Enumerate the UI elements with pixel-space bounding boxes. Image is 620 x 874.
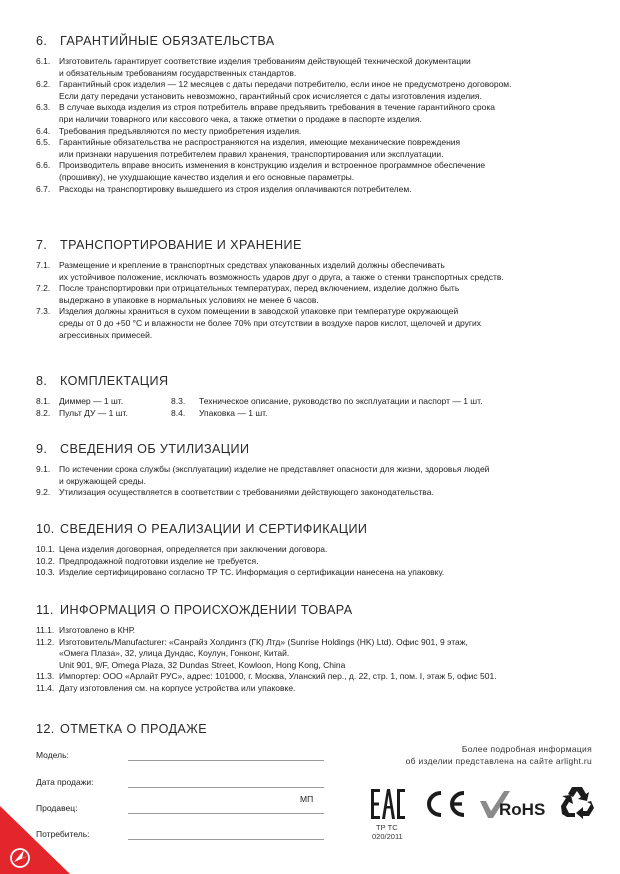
kit-column-left (36, 396, 171, 419)
item-text (59, 56, 592, 79)
item-line: Предпродажной подготовки изделие не требуется. (59, 555, 259, 566)
item-line: Изделие сертифицировано согласно ТР ТС. Информация о сертификации нанесена на упаковку. (59, 567, 445, 578)
item-number: 6.4. (36, 125, 51, 136)
list-item: 8.4. Упаковка — 1 шт. (171, 407, 268, 418)
kit-columns (36, 396, 592, 419)
item-text (59, 260, 592, 283)
item-list (36, 544, 592, 579)
kit-column-right (171, 396, 592, 419)
model-label: Модель: (36, 750, 69, 760)
seller-line[interactable] (128, 813, 324, 814)
section-title: 11. ИНФОРМАЦИЯ О ПРОИСХОЖДЕНИИ ТОВАРА (36, 603, 353, 617)
item-number: 9.2. (36, 487, 51, 498)
item-number: 7.3. (36, 306, 51, 317)
stamp-label: МП (300, 794, 314, 804)
list-item (36, 637, 592, 672)
section-disposal (36, 442, 592, 499)
list-item (36, 306, 592, 341)
list-item: 8.1. Диммер — 1 шт. (36, 396, 124, 406)
item-line: (прошивку), не ухудшающие качество изделия и его основные параметры. (59, 171, 355, 182)
list-item (36, 683, 592, 695)
svg-text:RoHS: RoHS (499, 800, 546, 819)
item-line: Дату изготовления см. на корпусе устройства или упаковке. (59, 682, 296, 693)
item-line: Утилизация осуществляется в соответствии с требованиями действующего законодательства. (59, 487, 434, 498)
list-item (36, 625, 592, 637)
item-text (59, 464, 592, 487)
item-line: Гарантийные обязательства не распространяются на изделия, имеющие механические повреждения (59, 137, 461, 148)
item-text (59, 683, 592, 695)
item-line: В случае выхода изделия из строя потребитель вправе предъявить требования в течение гарантийного срока (59, 102, 495, 113)
consumer-label: Потребитель: (36, 829, 90, 839)
item-text (59, 487, 592, 499)
section-warranty (36, 34, 592, 195)
list-item (36, 260, 592, 283)
item-line: Импортер: ООО «Арлайт РУС», адрес: 101000, г. Москва, Уланский пер., д. 22, стр. 1, пом. I, этаж 5, офис 501. (59, 671, 497, 682)
item-text (59, 184, 592, 196)
item-number: 6.1. (36, 56, 51, 66)
item-line: выдержано в упаковке в нормальных условиях не менее 6 часов. (59, 294, 319, 305)
item-number: 6.2. (36, 79, 51, 90)
item-text (59, 567, 592, 579)
item-line: Изготовлено в КНР. (59, 625, 136, 635)
section-sale-mark (36, 722, 592, 744)
item-line: Производитель вправе вносить изменения в конструкцию изделия и встроенное программное обеспечение (59, 160, 486, 171)
item-number: 6.6. (36, 160, 51, 171)
item-text (59, 137, 592, 160)
item-line: Расходы на транспортировку вышедшего из строя изделия оплачиваются потребителем. (59, 183, 412, 194)
item-number: 10.2. (36, 555, 55, 566)
item-number: 10.3. (36, 567, 55, 578)
section-title: 9. СВЕДЕНИЯ ОБ УТИЛИЗАЦИИ (36, 442, 250, 456)
model-line[interactable] (128, 760, 324, 761)
list-item (36, 567, 592, 579)
item-line: их устойчивое положение, исключать возможность ударов друг о друга, а также о стенки транспортных средств. (59, 271, 504, 282)
item-number: 6.5. (36, 137, 51, 148)
item-line: агрессивных примесей. (59, 329, 153, 340)
section-sales-certification (36, 522, 592, 579)
seller-label: Продавец: (36, 803, 78, 813)
item-number: 11.2. (36, 636, 55, 647)
list-item: 8.2. Пульт ДУ — 1 шт. (36, 407, 128, 418)
list-item (36, 464, 592, 487)
rohs-icon (478, 789, 552, 819)
item-list (36, 260, 592, 341)
sale-date-line[interactable] (128, 787, 324, 788)
item-number: 7.2. (36, 283, 51, 294)
section-title: 10. СВЕДЕНИЯ О РЕАЛИЗАЦИИ И СЕРТИФИКАЦИИ (36, 522, 368, 536)
ce-icon (420, 789, 468, 819)
item-text (59, 625, 592, 637)
item-line: Требования предъявляются по месту приобретения изделия. (59, 125, 302, 136)
list-item (36, 56, 592, 79)
item-line: при наличии товарного или кассового чека, а также отметки о продаже в паспорте изделия. (59, 113, 422, 124)
item-text (59, 671, 592, 683)
section-title: 7. ТРАНСПОРТИРОВАНИЕ И ХРАНЕНИЕ (36, 238, 302, 252)
item-text (59, 160, 592, 183)
list-item (36, 283, 592, 306)
item-text (59, 283, 592, 306)
item-text (59, 556, 592, 568)
item-list (36, 625, 592, 695)
item-list (36, 464, 592, 499)
list-item (36, 184, 592, 196)
item-text (59, 637, 592, 672)
eac-icon (370, 787, 406, 821)
brand-corner-logo (0, 806, 70, 874)
item-number: 11.3. (36, 671, 55, 682)
item-number: 6.3. (36, 102, 51, 113)
list-item (36, 487, 592, 499)
item-list (36, 56, 592, 195)
item-text (59, 306, 592, 341)
list-item (36, 556, 592, 568)
item-line: Гарантийный срок изделия — 12 месяцев с даты передачи потребителю, если иное не предусмотрено договором. (59, 79, 512, 90)
item-text (59, 79, 592, 102)
item-line: Цена изделия договорная, определяется при заключении договора. (59, 544, 328, 554)
list-item (36, 160, 592, 183)
item-number: 9.1. (36, 464, 51, 474)
item-number: 6.7. (36, 183, 51, 194)
item-line: Размещение и крепление в транспортных средствах упакованных изделий должны обеспечивать (59, 260, 445, 270)
section-kit (36, 374, 592, 419)
recycle-icon (558, 784, 596, 820)
more-info-text: Более подробная информация об изделии представлена на сайте arlight.ru (405, 744, 592, 766)
item-line: Изделия должны храниться в сухом помещении в заводской упаковке при температуре окружающей (59, 306, 459, 317)
item-line: и обязательным требованиям государственных стандартов. (59, 67, 297, 78)
item-line: «Омега Плаза», 32, улица Дундас, Коулун, Гонконг, Китай. (59, 648, 290, 659)
list-item (36, 137, 592, 160)
list-item (36, 102, 592, 125)
item-text (59, 102, 592, 125)
item-text (59, 544, 592, 556)
item-line: По истечении срока службы (эксплуатации) изделие не представляет опасности для жизни, здоровья людей (59, 464, 490, 474)
item-line: среды от 0 до +50 °С и влажности не более 70% при отсутствии в воздухе паров кислот, щелочей и других (59, 317, 481, 328)
consumer-line[interactable] (128, 839, 324, 840)
section-title: 6. ГАРАНТИЙНЫЕ ОБЯЗАТЕЛЬСТВА (36, 34, 275, 48)
item-number: 11.1. (36, 625, 55, 635)
list-item (36, 79, 592, 102)
item-line: и окружающей среды. (59, 475, 147, 486)
item-line: После транспортировки при отрицательных температурах, перед включением, изделие должно быть (59, 283, 460, 294)
item-line: Если дату передачи установить невозможно, гарантийный срок исчисляется с даты изготовления изделия. (59, 90, 482, 101)
item-number: 10.1. (36, 544, 55, 554)
section-transport (36, 238, 592, 341)
item-number: 11.4. (36, 682, 55, 693)
item-line: или признаки нарушения потребителем правил хранения, транспортирования или эксплуатации. (59, 148, 444, 159)
section-title: 12. ОТМЕТКА О ПРОДАЖЕ (36, 722, 208, 736)
list-item: 8.3. Техническое описание, руководство по эксплуатации и паспорт — 1 шт. (171, 396, 483, 406)
list-item (36, 671, 592, 683)
item-line: Изготовитель/Manufacturer: «Санрайз Холдингз (ГК) Лтд» (Sunrise Holdings (HK) Ltd). Офис 901, 9 этаж, (59, 636, 468, 647)
sale-date-label: Дата продажи: (36, 777, 94, 787)
eac-code: ТР ТС 020/2011 (372, 823, 403, 841)
item-line: Изготовитель гарантирует соответствие изделия требованиям действующей технической документации (59, 56, 471, 66)
list-item (36, 544, 592, 556)
list-item (36, 126, 592, 138)
section-origin (36, 603, 592, 695)
item-text (59, 126, 592, 138)
section-title: 8. КОМПЛЕКТАЦИЯ (36, 374, 169, 388)
item-number: 7.1. (36, 260, 51, 270)
item-line: Unit 901, 9/F, Omega Plaza, 32 Dundas Street, Kowloon, Hong Kong, China (59, 659, 346, 670)
